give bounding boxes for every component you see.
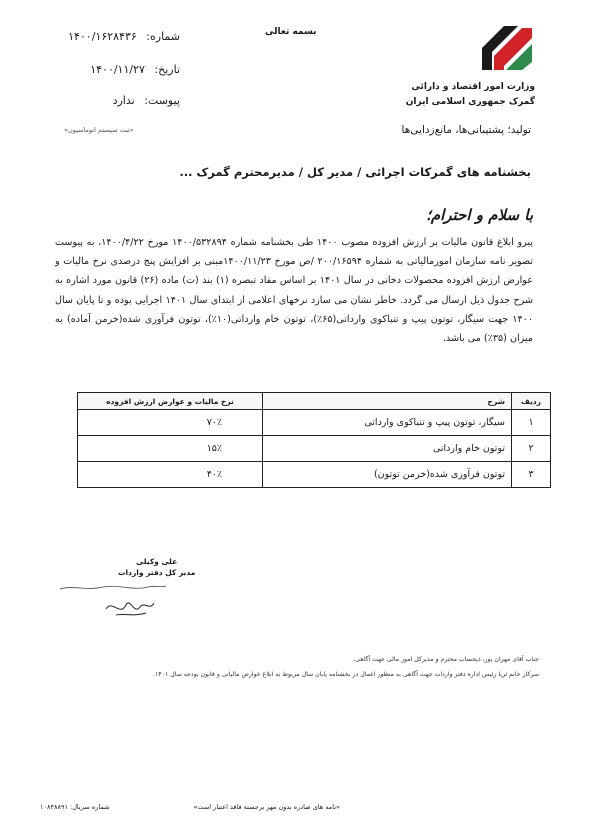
letter-date — [20, 63, 180, 76]
signature-scribble-icon — [98, 591, 158, 621]
row-description: توتون فرآوری شده(خرمن توتون) — [263, 462, 512, 488]
table-row — [78, 410, 551, 436]
ministry-name: وزارت امور اقتصاد و دارائی — [411, 82, 535, 92]
row-description: توتون خام وارداتی — [263, 436, 512, 462]
customs-name: گمرک جمهوری اسلامی ایران — [405, 97, 535, 107]
serial-label: شماره سریال: — [70, 803, 110, 811]
table-row — [78, 436, 551, 462]
row-rate: ۷۰٪ — [78, 410, 263, 436]
customs-logo-icon — [474, 18, 540, 76]
letter-attachment — [20, 94, 180, 107]
table-row — [78, 462, 551, 488]
table-header-row — [78, 393, 551, 410]
subject-line: تولید؛ پشتیبانی‌ها، مانع‌زدایی‌ها — [401, 124, 531, 136]
letter-number-label: شماره: — [146, 30, 180, 43]
greeting: با سلام و احترام؛ — [426, 206, 533, 224]
row-rate: ۴۰٪ — [78, 462, 263, 488]
header-rate: نرخ مالیات و عوارض ارزش افزوده — [78, 393, 263, 410]
serial-value: ۱۰۸۴۸۸۹۱ — [40, 803, 68, 811]
serial-number — [40, 803, 110, 811]
letter-date-label: تاریخ: — [154, 63, 180, 76]
letter-number — [20, 30, 180, 43]
copy-line: سرکار خانم ثریا رئیس اداره دفتر واردات جهت آگاهی به منظور اعمال در بخشنامه پایان سال مربوط به ابلاغ عوارض مالیاتی و قانون بودجه سال ۱۴۰۱. — [153, 671, 539, 678]
rates-table — [77, 392, 551, 488]
letter-attachment-label: پیوست: — [144, 94, 180, 107]
recipients-line: بخشنامه های گمرکات اجرائی / مدیر کل / مدیرمحترم گمرک ... — [179, 165, 531, 179]
header-index: ردیف — [512, 393, 551, 410]
system-note: «ثبت سیستم اتوماسیون» — [64, 126, 134, 134]
letter-number-value: ۱۴۰۰/۱۶۲۸۴۳۶ — [68, 30, 137, 43]
letter-attachment-value: ندارد — [112, 94, 135, 107]
row-index: ۱ — [512, 410, 551, 436]
row-rate: ۱۵٪ — [78, 436, 263, 462]
row-index: ۳ — [512, 462, 551, 488]
signer-title: مدیر کل دفتر واردات — [118, 568, 196, 577]
footer-note: «نامه های صادره بدون مهر برجسته فاقد اعتبار است» — [193, 803, 340, 811]
signer-name: علی وکیلی — [136, 557, 178, 566]
letter-date-value: ۱۴۰۰/۱۱/۲۷ — [90, 63, 145, 76]
row-index: ۲ — [512, 436, 551, 462]
signature-block — [118, 556, 195, 578]
row-description: سیگار، توتون پیپ و تنباکوی وارداتی — [263, 410, 512, 436]
bismillah: بسمه تعالی — [265, 27, 317, 37]
header-description: شرح — [263, 393, 512, 410]
body-paragraph: پیرو ابلاغ قانون مالیات بر ارزش افزوده مصوب ۱۴۰۰ طی بخشنامه شماره ۱۴۰۰/۵۳۲۸۹۴ مورخ ۱۴۰۰/۴/۲۲، به پیوست تصویر نامه سازمان امورمالیاتی به شماره ۲۰۰/۱۶۵۹۴ /ص مورخ ۱۴۰۰/۱۱/۲۳مبنی بر افزایش پنج درصدی نرخ مالیات و عوارض ارزش افزوده محصولات دخانی در سال ۱۴۰۱ بر اساس مفاد تبصره (۱) بند (ت) ماده (۲۶) قانون مورد اشاره به شرح جدول ذیل ارسال می گردد. خاطر نشان می سازد نرخهای اعلامی از ابتدای سال ۱۴۰۱ اجرایی بوده و تا پایان سال ۱۴۰۰ جهت سیگار، توتون پیپ و تنباکوی وارداتی(۶۵٪)، توتون خام وارداتی(۱۰٪)، توتون فرآوری شده(خرمن آماده) به میزان (۳۵٪) می باشد. — [55, 237, 534, 345]
ministry-block — [406, 80, 535, 110]
copy-line: جناب آقای مهران پور، ذیحساب محترم و مدیرکل امور مالی جهت آگاهی. — [353, 656, 539, 663]
